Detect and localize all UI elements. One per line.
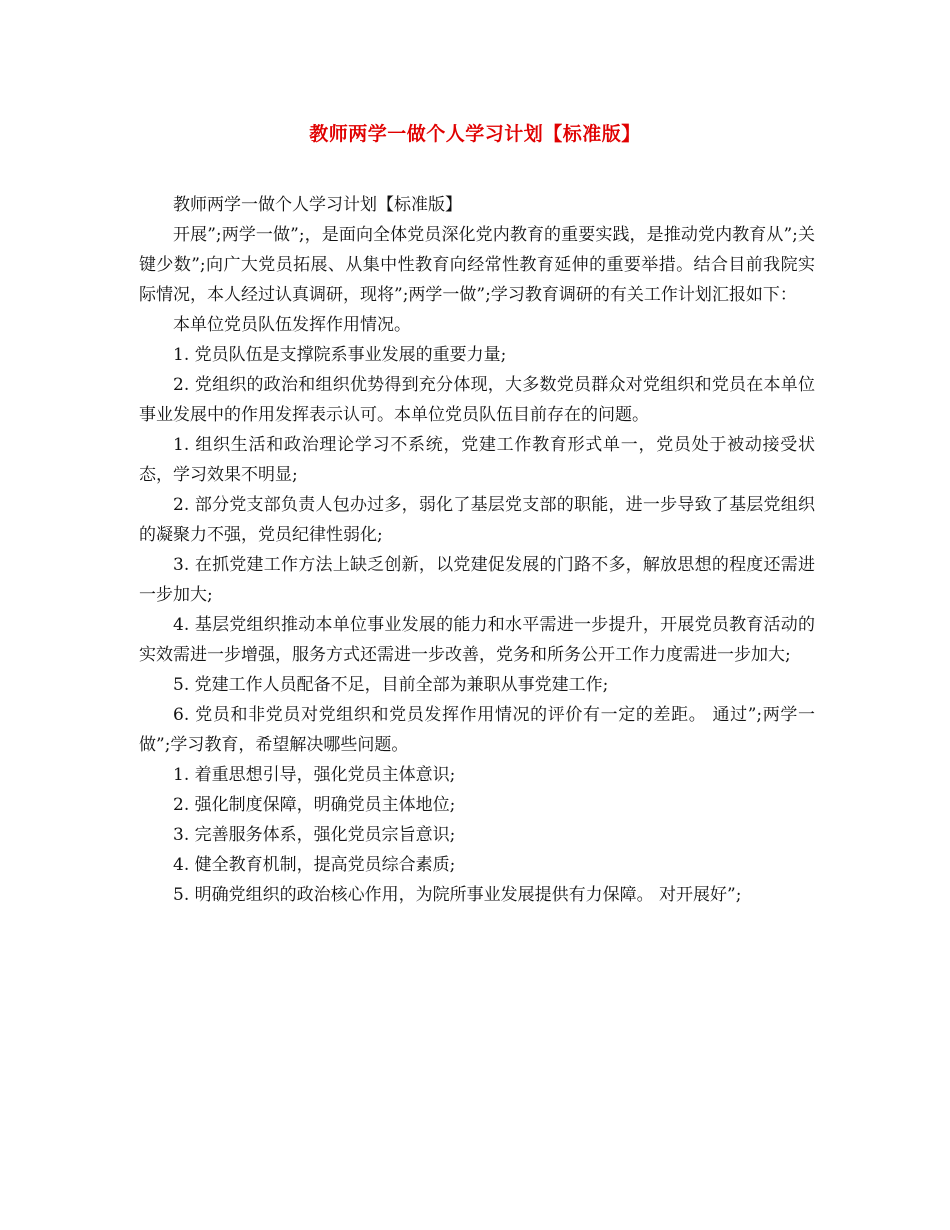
list-item: 1. 着重思想引导，强化党员主体意识; — [173, 765, 456, 785]
list-item: 2. 部分党支部负责人包办过多，弱化了基层党支部的职能，进一步导致了基层党组织的凝聚力不强，党员纪律性弱化; — [139, 495, 815, 545]
paragraph: 开展”;两学一做”;，是面向全体党员深化党内教育的重要实践，是推动党内教育从”;关键少数”;向广大党员拓展、从集中性教育向经常性教育延伸的重要举措。结合目前我院实际情况，本人经过认真调研，现将”;两学一做”;学习教育调研的有关工作计划汇报如下： — [139, 225, 815, 305]
list-item: 2. 强化制度保障，明确党员主体地位; — [173, 795, 456, 815]
list-item: 1. 组织生活和政治理论学习不系统，党建工作教育形式单一，党员处于被动接受状态，学习效果不明显; — [139, 435, 815, 485]
list-item: 4. 基层党组织推动本单位事业发展的能力和水平需进一步提升，开展党员教育活动的实效需进一步增强，服务方式还需进一步改善，党务和所务公开工作力度需进一步加大; — [139, 615, 815, 665]
list-item: 5. 党建工作人员配备不足，目前全部为兼职从事党建工作; — [173, 675, 609, 695]
list-item: 6. 党员和非党员对党组织和党员发挥作用情况的评价有一定的差距。 通过”;两学一做”;学习教育，希望解决哪些问题。 — [139, 705, 815, 755]
list-item: 3. 在抓党建工作方法上缺乏创新，以党建促发展的门路不多，解放思想的程度还需进一步加大; — [139, 555, 815, 605]
list-item: 3. 完善服务体系，强化党员宗旨意识; — [173, 825, 456, 845]
list-item: 4. 健全教育机制，提高党员综合素质; — [173, 855, 456, 875]
list-item: 1. 党员队伍是支撑院系事业发展的重要力量; — [173, 345, 507, 365]
paragraph: 本单位党员队伍发挥作用情况。 — [173, 315, 411, 335]
document-title: 教师两学一做个人学习计划【标准版】 — [309, 123, 641, 145]
document-body — [139, 190, 815, 910]
list-item: 2. 党组织的政治和组织优势得到充分体现，大多数党员群众对党组织和党员在本单位事业发展中的作用发挥表示认可。本单位党员队伍目前存在的问题。 — [139, 375, 815, 425]
list-item: 5. 明确党组织的政治核心作用，为院所事业发展提供有力保障。 对开展好”; — [173, 885, 742, 905]
paragraph: 教师两学一做个人学习计划【标准版】 — [173, 195, 462, 215]
